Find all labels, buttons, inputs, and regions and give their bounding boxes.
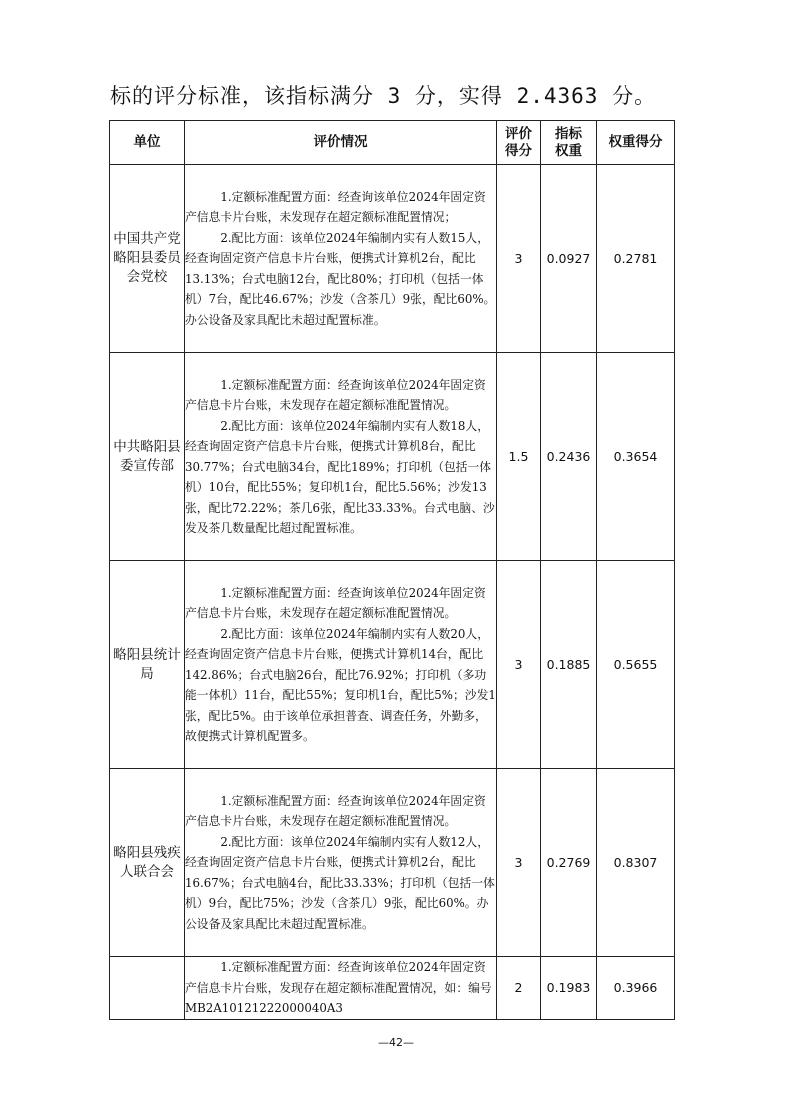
score-cell: 3: [497, 769, 541, 957]
weighted-score-cell: 0.5655: [597, 561, 675, 769]
score-cell: 2: [497, 957, 541, 1020]
situation-paragraph-2: 2.配比方面：该单位2024年编制内实有人数18人，经查询固定资产信息卡片台账，便携式计算机8台，配比30.77%；台式电脑34台，配比189%；打印机（包括一体机）10台，配比55%；复印机1台，配比5.56%；沙发13张，配比72.22%；茶几6张，配比33.33%。台式电脑、沙发及茶几数量配比超过配置标准。: [185, 418, 495, 535]
weighted-score-cell: 0.2781: [597, 165, 675, 353]
weighted-score-cell: 0.8307: [597, 769, 675, 957]
score-cell: 1.5: [497, 353, 541, 561]
table-row: [110, 353, 675, 561]
weight-cell: 0.2436: [541, 353, 597, 561]
header-weight: 指标权重: [541, 121, 597, 165]
weighted-score-cell: 0.3654: [597, 353, 675, 561]
score-cell: 3: [497, 165, 541, 353]
weight-cell: 0.0927: [541, 165, 597, 353]
situation-paragraph-1: 1.定额标准配置方面：经查询该单位2024年固定资产信息卡片台账，未发现存在超定额标准配置情况。: [185, 793, 486, 829]
weight-cell: 0.2769: [541, 769, 597, 957]
situation-cell: [185, 353, 497, 561]
situation-paragraph-2: 2.配比方面：该单位2024年编制内实有人数20人，经查询固定资产信息卡片台账，便携式计算机14台，配比142.86%；台式电脑26台，配比76.92%；打印机（多功能一体机）11台，配比55%；复印机1台，配比5%；沙发1张，配比5%。由于该单位承担普查、调查任务，外勤多，故便携式计算机配置多。: [185, 626, 496, 743]
unit-cell: [110, 957, 185, 1020]
header-score: 评价得分: [497, 121, 541, 165]
situation-paragraph-1: 1.定额标准配置方面：经查询该单位2024年固定资产信息卡片台账，发现存在超定额标准配置情况，如：编号MB2A10121222000040A3: [185, 960, 492, 1015]
situation-paragraph-2: 2.配比方面：该单位2024年编制内实有人数15人，经查询固定资产信息卡片台账，便携式计算机2台，配比13.13%；台式电脑12台，配比80%；打印机（包括一体机）7台，配比46.67%；沙发（含茶几）9张，配比60%。办公设备及家具配比未超过配置标准。: [185, 230, 496, 327]
situation-paragraph-1: 1.定额标准配置方面：经查询该单位2024年固定资产信息卡片台账，未发现存在超定额标准配置情况。: [185, 377, 486, 412]
situation-cell: [185, 957, 497, 1020]
situation-cell: [185, 165, 497, 353]
header-situation: 评价情况: [185, 121, 497, 165]
unit-cell: 中共略阳县委宣传部: [110, 353, 185, 561]
evaluation-table: [109, 120, 675, 1020]
table-row: [110, 957, 675, 1020]
page-number: —42—: [378, 1036, 414, 1049]
situation-paragraph-2: 2.配比方面：该单位2024年编制内实有人数12人，经查询固定资产信息卡片台账，便携式计算机2台，配比16.67%；台式电脑4台，配比33.33%；打印机（包括一体机）9台，配比75%；沙发（含茶几）9张，配比60%。办公设备及家具配比未超过配置标准。: [185, 834, 495, 931]
header-weighted: 权重得分: [597, 121, 675, 165]
situation-paragraph-1: 1.定额标准配置方面：经查询该单位2024年固定资产信息卡片台账，未发现存在超定额标准配置情况。: [185, 585, 486, 620]
intro-text: 标的评分标准，该指标满分 3 分，实得 2.4363 分。: [110, 84, 657, 108]
table-row: [110, 165, 675, 353]
weight-cell: 0.1983: [541, 957, 597, 1020]
situation-cell: [185, 561, 497, 769]
situation-cell: [185, 769, 497, 957]
unit-cell: 略阳县残疾人联合会: [110, 769, 185, 957]
unit-cell: 略阳县统计局: [110, 561, 185, 769]
table-header-row: [110, 121, 675, 165]
score-cell: 3: [497, 561, 541, 769]
header-unit: 单位: [110, 121, 185, 165]
table-row: [110, 769, 675, 957]
weighted-score-cell: 0.3966: [597, 957, 675, 1020]
weight-cell: 0.1885: [541, 561, 597, 769]
unit-cell: 中国共产党略阳县委员会党校: [110, 165, 185, 353]
situation-paragraph-1: 1.定额标准配置方面：经查询该单位2024年固定资产信息卡片台账，未发现存在超定额标准配置情况；: [185, 189, 486, 225]
table-row: [110, 561, 675, 769]
